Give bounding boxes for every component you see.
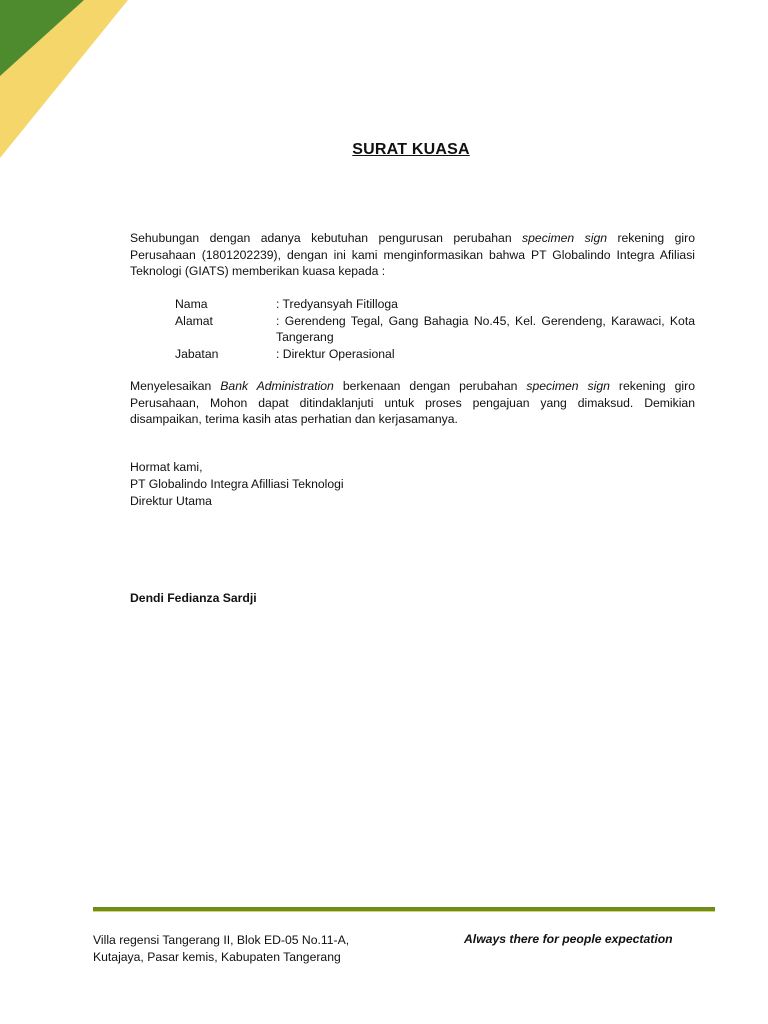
grantee-details (175, 296, 695, 362)
field-row-alamat (175, 313, 695, 346)
request-text-emphasis-2: specimen sign (526, 379, 610, 393)
intro-text-a: Sehubungan dengan adanya kebutuhan pengurusan perubahan (130, 231, 523, 245)
request-paragraph (130, 378, 695, 428)
signer-name: Dendi Fedianza Sardji (130, 591, 257, 605)
closing-position: Direktur Utama (130, 494, 212, 508)
field-row-jabatan (175, 346, 695, 363)
footer-divider (93, 907, 715, 911)
request-text-c: rekening giro Perusahaan, Mohon dapat ditindaklanjuti untuk proses pengajuan yang dimaksud. Demikian disampaikan, terima kasih atas perhatian dan kerjasamanya. (130, 379, 695, 426)
field-value: : Gerendeng Tegal, Gang Bahagia No.45, Kel. Gerendeng, Karawaci, Kota Tangerang (276, 313, 695, 344)
field-label: Nama (175, 297, 208, 311)
footer-tagline: Always there for people expectation (464, 932, 673, 946)
footer-address (93, 932, 349, 965)
request-text-emphasis-1: Bank Administration (220, 379, 334, 393)
field-value: : Tredyansyah Fitilloga (276, 297, 398, 311)
intro-text-emphasis: specimen sign (522, 231, 608, 245)
closing-block (130, 459, 344, 510)
closing-greeting: Hormat kami, (130, 460, 203, 474)
address-line-1: Villa regensi Tangerang II, Blok ED-05 No.11-A, (93, 933, 350, 947)
corner-decoration (0, 0, 130, 160)
field-value: : Direktur Operasional (276, 346, 395, 361)
closing-company: PT Globalindo Integra Afilliasi Teknologi (130, 477, 344, 491)
document-title: SURAT KUASA (352, 141, 470, 158)
intro-text-b: rekening giro Perusahaan (1801202239), dengan ini kami menginformasikan bahwa PT Globalindo Integra Afiliasi Teknologi (GIATS) memberikan kuasa kepada : (130, 231, 695, 278)
field-label: Alamat (175, 313, 213, 328)
request-text-b: berkenaan dengan perubahan (333, 379, 527, 393)
address-line-2: Kutajaya, Pasar kemis, Kabupaten Tangerang (93, 949, 341, 964)
field-row-nama (175, 296, 695, 313)
intro-paragraph (130, 230, 695, 280)
field-label: Jabatan (175, 346, 219, 361)
request-text-a: Menyelesaikan (130, 379, 221, 393)
